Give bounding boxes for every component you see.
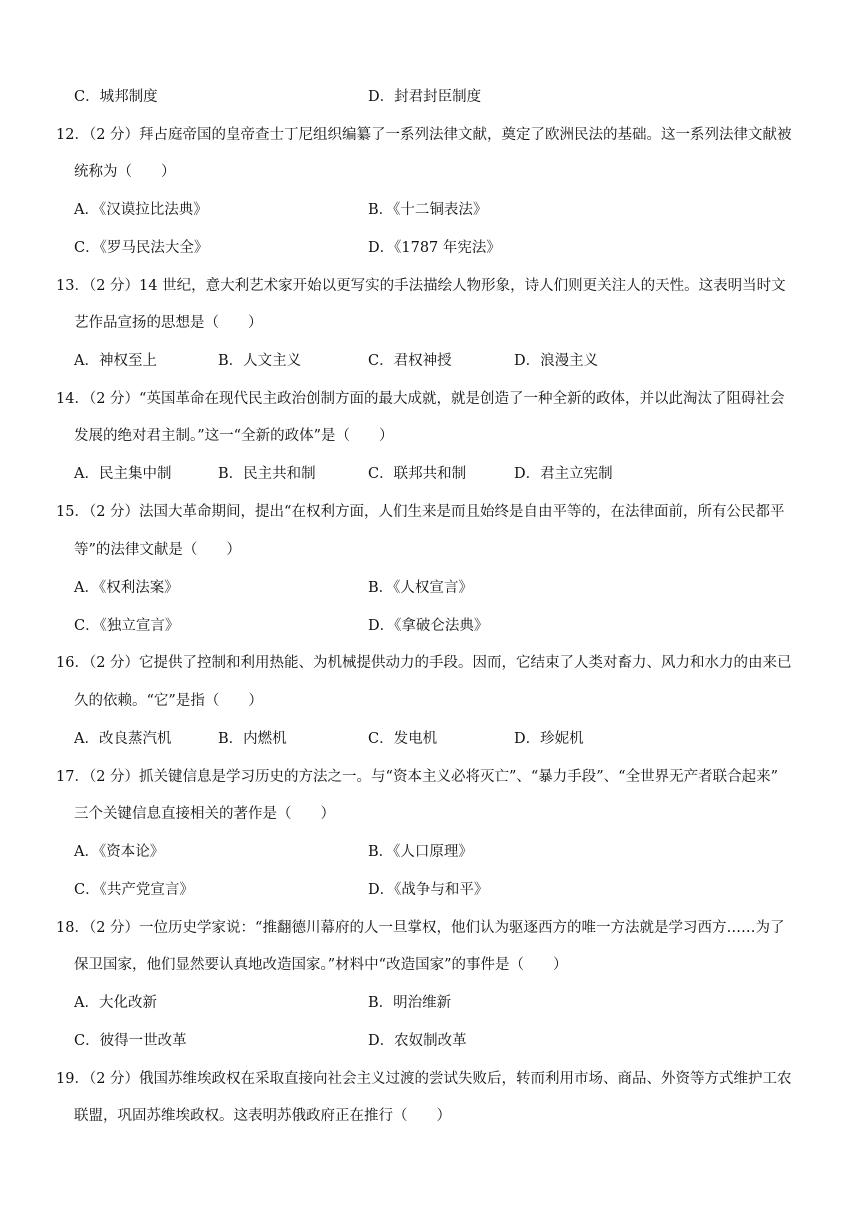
q14-option-b[interactable]: B．民主共和制 — [218, 466, 316, 482]
q17-option-d[interactable]: D．《战争与和平》 — [368, 882, 489, 898]
q12-option-c[interactable]: C．《罗马民法大全》 — [74, 240, 209, 256]
q17-stem-line1: 17．（2 分）抓关键信息是学习历史的方法之一。与“资本主义必将灭亡”、“暴力手段”、“全世界无产者联合起来” — [56, 769, 779, 785]
q17-option-c[interactable]: C．《共产党宣言》 — [74, 882, 194, 898]
q17-stem-line2: 三个关键信息直接相关的著作是（ ） — [74, 806, 335, 822]
q18-option-c[interactable]: C．彼得一世改革 — [74, 1033, 187, 1049]
q14-option-d[interactable]: D．君主立宪制 — [514, 466, 613, 482]
q12-option-b[interactable]: B．《十二铜表法》 — [368, 202, 488, 218]
q13-stem-line2: 艺作品宣扬的思想是（ ） — [74, 315, 263, 331]
q13-option-b[interactable]: B．人文主义 — [218, 353, 302, 369]
q13-option-a[interactable]: A．神权至上 — [74, 353, 157, 369]
q15-stem-line1: 15．（2 分）法国大革命期间，提出“在权利方面，人们生来是而且始终是自由平等的，在法律面前，所有公民都平 — [56, 504, 785, 520]
q16-stem-line2: 久的依赖。“它”是指（ ） — [74, 693, 263, 709]
q19-stem-line2: 联盟，巩固苏维埃政权。这表明苏俄政府正在推行（ ） — [74, 1108, 451, 1124]
q15-option-b[interactable]: B．《人权宣言》 — [368, 580, 473, 596]
q15-option-a[interactable]: A．《权利法案》 — [74, 580, 179, 596]
q18-option-d[interactable]: D．农奴制改革 — [368, 1033, 467, 1049]
q14-stem-line1: 14．（2 分）“英国革命在现代民主政治创制方面的最大成就，就是创造了一种全新的政体，并以此淘汰了阻碍社会 — [56, 391, 785, 407]
q14-option-c[interactable]: C．联邦共和制 — [368, 466, 467, 482]
q11-option-d[interactable]: D．封君封臣制度 — [368, 89, 482, 105]
q15-option-d[interactable]: D．《拿破仑法典》 — [368, 618, 489, 634]
q12-option-a[interactable]: A．《汉谟拉比法典》 — [74, 202, 208, 218]
q15-stem-line2: 等”的法律文献是（ ） — [74, 542, 241, 558]
q16-option-d[interactable]: D．珍妮机 — [514, 731, 584, 747]
q12-option-d[interactable]: D．《1787 年宪法》 — [368, 240, 501, 256]
q13-option-c[interactable]: C．君权神授 — [368, 353, 452, 369]
q18-option-b[interactable]: B．明治维新 — [368, 995, 452, 1011]
q18-stem-line1: 18．（2 分）一位历史学家说：“推翻德川幕府的人一旦掌权，他们认为驱逐西方的唯一方法就是学习西方……为了 — [56, 920, 785, 936]
q11-option-c[interactable]: C．城邦制度 — [74, 89, 158, 105]
q17-option-a[interactable]: A．《资本论》 — [74, 844, 165, 860]
q16-option-b[interactable]: B．内燃机 — [218, 731, 287, 747]
q16-stem-line1: 16．（2 分）它提供了控制和利用热能、为机械提供动力的手段。因而，它结束了人类对畜力、风力和水力的由来已 — [56, 655, 792, 671]
q13-option-d[interactable]: D．浪漫主义 — [514, 353, 599, 369]
q16-option-c[interactable]: C．发电机 — [368, 731, 438, 747]
q19-stem-line1: 19．（2 分）俄国苏维埃政权在采取直接向社会主义过渡的尝试失败后，转而利用市场、商品、外资等方式维护工农 — [56, 1071, 792, 1087]
q14-stem-line2: 发展的绝对君主制。”这一“全新的政体”是（ ） — [74, 428, 394, 444]
q13-stem-line1: 13．（2 分）14 世纪，意大利艺术家开始以更写实的手法描绘人物形象，诗人们则更关注人的天性。这表明当时文 — [56, 278, 786, 294]
q12-stem-line1: 12．（2 分）拜占庭帝国的皇帝查士丁尼组织编纂了一系列法律文献，奠定了欧洲民法的基础。这一系列法律文献被 — [56, 127, 792, 143]
q12-stem-line2: 统称为（ ） — [74, 164, 176, 180]
q18-option-a[interactable]: A．大化改新 — [74, 995, 157, 1011]
q18-stem-line2: 保卫国家，他们显然要认真地改造国家。”材料中“改造国家”的事件是（ ） — [74, 957, 568, 973]
q14-option-a[interactable]: A．民主集中制 — [74, 466, 172, 482]
q15-option-c[interactable]: C．《独立宣言》 — [74, 618, 180, 634]
q16-option-a[interactable]: A．改良蒸汽机 — [74, 731, 172, 747]
q17-option-b[interactable]: B．《人口原理》 — [368, 844, 473, 860]
